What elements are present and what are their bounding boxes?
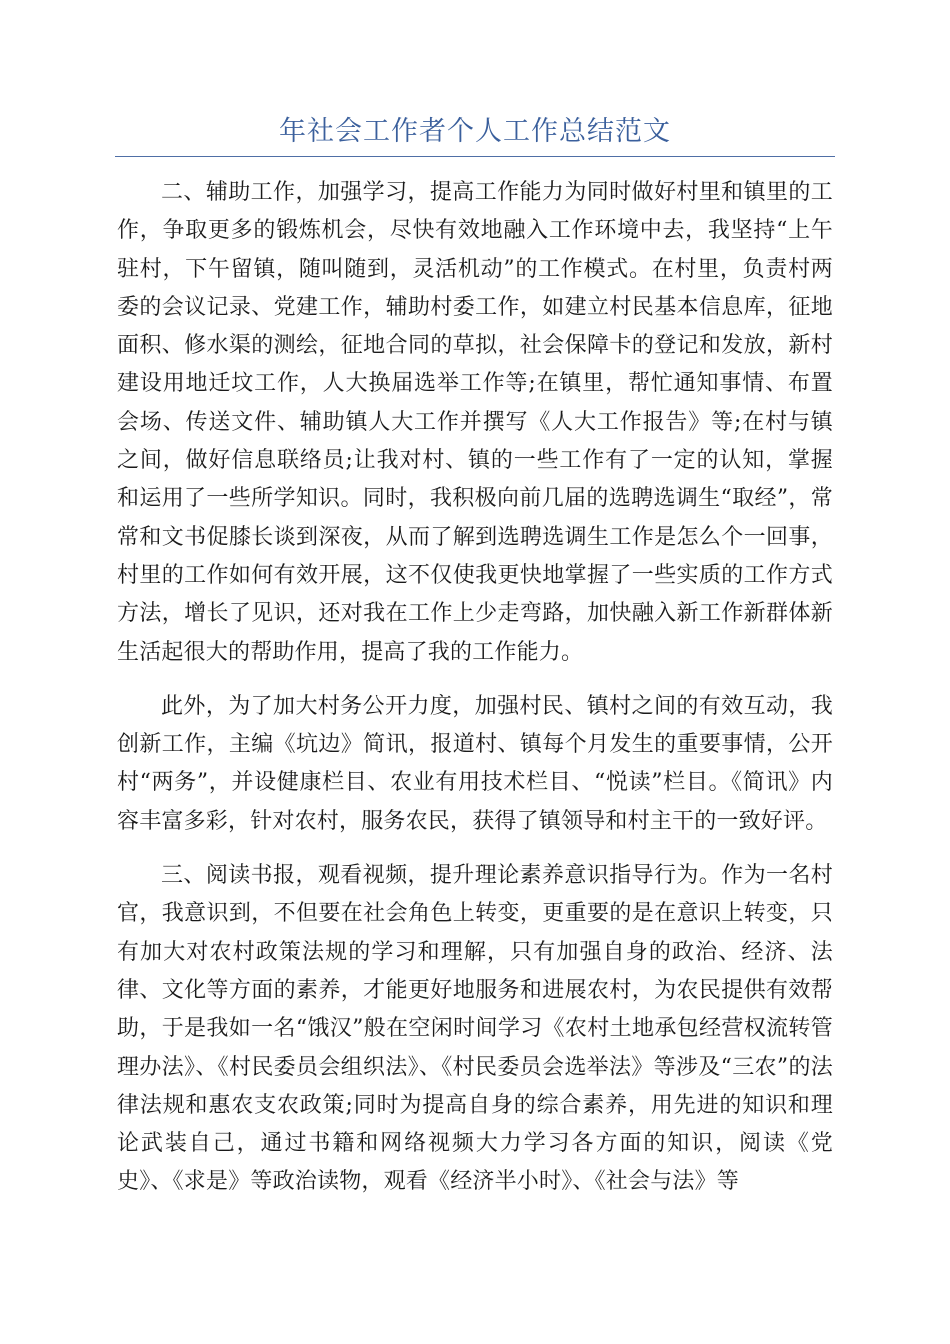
title-block [115,112,835,157]
document-body [117,174,833,1218]
paragraph-reading-study: 三、阅读书报，观看视频，提升理论素养意识指导行为。作为一名村官，我意识到，不但要在社会角色上转变，更重要的是在意识上转变，只有加大对农村政策法规的学习和理解，只有加强自身的政治、经济、法律、文化等方面的素养，才能更好地服务和进展农村，为农民提供有效帮助，于是我如一名“饿汉”般在空闲时间学习《农村土地承包经营权流转管理办法》、《村民委员会组织法》、《村民委员会选举法》等涉及“三农”的法律法规和惠农支农政策;同时为提高自身的综合素养，用先进的知识和理论武装自己，通过书籍和网络视频大力学习各方面的知识，阅读《党史》、《求是》等政治读物，观看《经济半小时》、《社会与法》等 [117,863,833,1195]
paragraph-newsletter: 此外，为了加大村务公开力度，加强村民、镇村之间的有效互动，我创新工作，主编《坑边》简讯，报道村、镇每个月发生的重要事情，公开村“两务”，并设健康栏目、农业有用技术栏目、“悦读”栏目。《简讯》内容丰富多彩，针对农村，服务农民，获得了镇领导和村主干的一致好评。 [117,693,833,834]
document-title: 年社会工作者个人工作总结范文 [279,116,671,147]
paragraph-assist-work: 二、辅助工作，加强学习，提高工作能力为同时做好村里和镇里的工作，争取更多的锻炼机会，尽快有效地融入工作环境中去，我坚持“上午驻村，下午留镇，随叫随到，灵活机动”的工作模式。在村里，负责村两委的会议记录、党建工作，辅助村委工作，如建立村民基本信息库，征地面积、修水渠的测绘，征地合同的草拟，社会保障卡的登记和发放，新村建设用地迁坟工作，人大换届选举工作等;在镇里，帮忙通知事情、布置会场、传送文件、辅助镇人大工作并撰写《人大工作报告》等;在村与镇之间，做好信息联络员;让我对村、镇的一些工作有了一定的认知，掌握和运用了一些所学知识。同时，我积极向前几届的选聘选调生“取经”，常常和文书促膝长谈到深夜，从而了解到选聘选调生工作是怎么个一回事，村里的工作如何有效开展，这不仅使我更快地掌握了一些实质的工作方式方法，增长了见识，还对我在工作上少走弯路，加快融入新工作新群体新生活起很大的帮助作用，提高了我的工作能力。 [117,180,833,665]
